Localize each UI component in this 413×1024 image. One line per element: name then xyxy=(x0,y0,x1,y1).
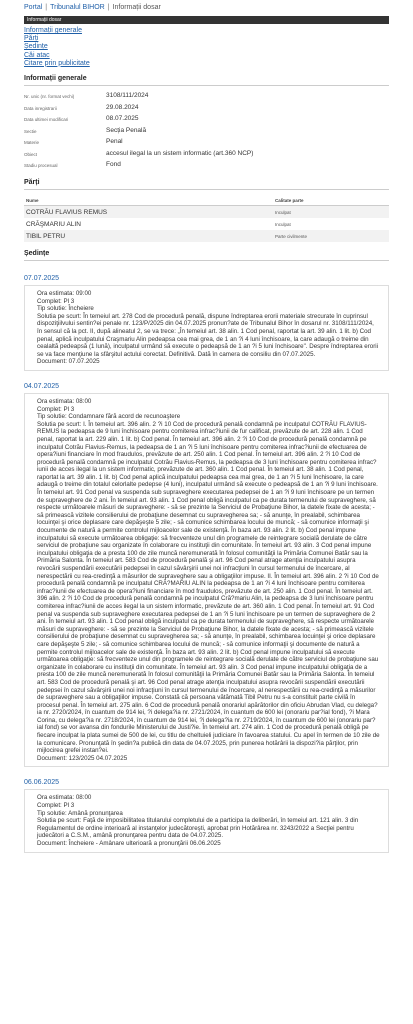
party-name: COTRĂU FLAVIUS REMUS xyxy=(24,206,273,219)
sedinta-body xyxy=(24,393,389,768)
table-row xyxy=(24,218,389,230)
section-banner: Informații dosar xyxy=(24,16,389,24)
nav-informatii-generale[interactable]: Informații generale xyxy=(24,27,82,34)
sedinta-body xyxy=(24,789,389,852)
sedinta-ora: Ora estimata: 08:00 xyxy=(37,794,92,802)
column-header-calitate: Calitate parte xyxy=(273,196,389,206)
nav-parti[interactable]: Părți xyxy=(24,35,39,43)
party-quality: Inculpat xyxy=(273,206,389,219)
sedinta-complet: Complet: Pl 3 xyxy=(37,405,75,413)
sedinta-tip-solutie: Tip solutie: Condamnare fără acord de recunoaştere xyxy=(37,413,181,421)
column-header-nume: Nume xyxy=(24,196,273,206)
row-data-inregistrarii xyxy=(24,104,389,112)
table-row xyxy=(24,206,389,219)
sedinta-ora: Ora estimata: 09:00 xyxy=(37,290,92,298)
sedinta-document: Document: Încheiere - Amânare ulterioară a pronunţării 06.06.2025 xyxy=(37,840,221,848)
sedinta-tip-solutie: Tip solutie: Amână pronunţarea xyxy=(37,809,123,817)
sedinta-tip-solutie: Tip solutie: Încheiere xyxy=(37,305,94,313)
sedinta-date: 07.07.2025 xyxy=(24,275,60,283)
row-sectie xyxy=(24,127,389,135)
sedinta-item xyxy=(24,779,389,852)
general-heading: Informații generale xyxy=(24,75,389,86)
general-info xyxy=(24,92,389,169)
field-label: Obiect xyxy=(24,151,38,157)
field-label: Data ultimei modificari xyxy=(24,117,69,123)
breadcrumb xyxy=(24,0,389,16)
sedinta-date: 04.07.2025 xyxy=(24,382,60,390)
field-label: Materie xyxy=(24,140,40,146)
breadcrumb-current: Informații dosar xyxy=(112,4,161,11)
row-materie xyxy=(24,138,389,146)
sedinta-complet: Complet: Pl 3 xyxy=(37,802,75,810)
row-data-ultimei-modificari xyxy=(24,115,389,123)
field-value: accesul ilegal la un sistem informatic (art.360 NCP) xyxy=(106,149,254,157)
row-stadiu xyxy=(24,161,389,169)
nav-citare-publicitate[interactable]: Citare prin publicitate xyxy=(24,59,90,67)
nav-sedinte[interactable]: Ședințe xyxy=(24,43,48,51)
sedinta-ora: Ora estimata: 08:00 xyxy=(37,397,92,405)
field-value: Secția Penală xyxy=(106,126,147,134)
page-nav xyxy=(24,27,389,68)
field-label: Data inregistrarii xyxy=(24,105,57,111)
field-value: Fond xyxy=(106,161,121,169)
parti-table xyxy=(24,196,389,242)
field-value: Penal xyxy=(106,138,123,146)
sedinta-document: Document: 07.07.2025 xyxy=(37,358,100,366)
breadcrumb-portal[interactable]: Portal xyxy=(24,4,43,11)
field-value: 3108/111/2024 xyxy=(106,92,149,100)
field-label: Stadiu procesual xyxy=(24,163,58,169)
nav-cai-atac[interactable]: Căi atac xyxy=(24,51,50,59)
sedinta-solutie: Solutia pe scurt: Faţă de imposibilitatea titularului completului de a participa la deliberări, în temeiul art. 121 alin. 3 din Regulamentul de ordine interioară al instanţelor judecătoreşti, aprobat prin Hotărârea nr. 3243/2022 a Secţiei pentru judecători a C.S.M., amână pronunţarea pentru data de 04.07.2025. xyxy=(37,817,359,840)
parti-heading: Părți xyxy=(24,179,389,190)
table-row xyxy=(24,230,389,242)
field-value: 29.08.2024 xyxy=(106,103,139,111)
row-obiect xyxy=(24,150,389,158)
sedinta-document: Document: 123/2025 04.07.2025 xyxy=(37,754,128,762)
sedinte-heading: Ședințe xyxy=(24,250,389,261)
sedinta-date: 06.06.2025 xyxy=(24,779,60,787)
sedinta-solutie: Solutia pe scurt: În temeiul art. 278 Cod de procedură penală, dispune îndreptarea erorii materiale strecurate în cuprinsul dispoziţiilvului sentin?ei penale nr. 123/P/2025 din 04.07.2025 pronun?ate de Tribunalul Bihor în dosarul nr. 3108/111/2024, în sensul că la pct. II, după alineatul 2, se va trece: „În temeiul art. 38 alin. 1 Cod penal, raportat la art. 39 alin. 1 lit. b) Cod penal, aplică inculpatului Craşmariu Alin pedeapsa cea mai grea, de 1 an ?i 4 luni închisoare, la care adaugă o treime din cealaltă pedeapsă (1 lună), inculpatul urmând să execute o pedeapsă de 1 an ?i 5 luni închisoare". Despre îndreptarea erorii se va face menţiune la sfârşitul actului corectat. Definitivă. Dată în camera de consiliu din 07.07.2025. xyxy=(37,312,379,358)
party-name: CRĂŞMARIU ALIN xyxy=(26,220,81,228)
party-name: TIBIL PETRU xyxy=(24,230,273,242)
party-quality: Parte civilmente xyxy=(273,230,389,242)
sedinta-complet: Complet: Pl 3 xyxy=(37,297,75,305)
breadcrumb-separator: | xyxy=(45,4,48,11)
field-value: 08.07.2025 xyxy=(106,115,139,123)
sedinta-body xyxy=(24,285,389,371)
field-label: Sectie xyxy=(24,128,37,134)
sedinta-solutie: Solutia pe scurt: I. În temeiul art. 396 alin. 2 ?i 10 Cod de procedură penală condamnă pe inculpatul COTRĂU FLAVIUS-REMUS la pedeapsa de 9 luni închisoare pentru comiterea infrac?iunii de fur calificat, prevăzute de art. 228 alin. 1 Cod penal, raportat la art. 229 alin. 1 lit. b) Cod penal. În temeiul art. 396 alin. 2 ?i 10 Cod de procedură penală condamnă pe inculpatul Cotrău Flavius-Remus, la pedeapsa de 1 an ?i 5 luni închisoare pentru comiterea infrac?iunii de efectuarea de opera?iuni financiare în mod fraudulos, prevăzute de art. 250 alin. 1 Cod penal. În temeiul art. 396 alin. 2 ?i 10 Cod de procedură penală condamnă pe inculpatul Cotrău Flavius-Remus, la pedeapsa de 3 luni închisoare pentru comiterea infrac?iunii de acces ilegal la un sistem informatic, prevăzute de art. 360 alin. 1 Cod penal. În temeiul art. 38 alin. 1 Cod penal, raportat la art. 39 alin. 1 lit. b) Cod penal aplică inculpatului pedeapsa cea mai grea, de 1 an ?i 5 luni închisoare, la care adaugă o treime din totalul celorlalte pedepse (4 luni), inculpatul urmând să execute o pedeapsă de 1 an ?i 9 luni închisoare. În temeiul art. 91 Cod penal va suspenda sub supraveghere executarea pedepsei de 1 an ?i 9 luni închisoare pe un termen de supraveghere de 2 ani. În temeiul art. 93 alin. 1 Cod penal obligă inculpatul ca pe durata termenului de supraveghere, să respecte următoarele măsuri de supraveghere: - să se prezinte la Serviciul de Probaţiune Bihor, la datele fixate de acesta; - să primească vizitele consilierului de probaţiune desemnat cu supravegherea sa; - să anunţe, în prealabil, schimbarea locuinţei şi orice deplasare care depăşeşte 5 zile; - să comunice schimbarea locului de muncă; - să comunice informaţii şi documente de natură a permite controlul mijloacelor sale de existenţă. În baza art. 93 alin. 2 lit. b) Cod penal impune inculpatului să execute următoarea obligaţie: să frecventeze unul din programele de reintegrare socială derulate de către serviciul de probaţiune sau organizate în colaborare cu instituţii din comunitate. În temeiul art. 93 alin. 3 Cod penal impune inculpatului obligaţia de a presta 100 de zile muncă neremunerată în folosul comunităţii la Primăria Comunei Batăr sau la Primăria Salonta. În temeiul art. 583 Cod de procedură penală şi art. 96 Cod penal atrage atenţia inculpatului asupra revocării suspendării executării pedepsei în cazul săvârşirii unei noi infracţiuni în cursul termenului de încercare, al nerespectării cu rea-credinţă a măsurilor de supraveghere sau a obligaţiilor impuse. II. În temeiul art. 396 alin. 2 ?i 10 Cod de procedură penală condamnă pe inculpatul CRĂ?MARIU ALIN la pedeapsa de 1 an ?i 4 luni închisoare pentru comiterea infrac?iunii de efectuarea de opera?iuni financiare în mod fraudulos, prevăzute de art. 250 alin. 1 Cod penal. În temeiul art. 396 alin. 2 ?i 10 Cod de procedură penală condamnă pe inculpatul Cră?mariu Alin, la pedeapsa de 3 luni închisoare pentru comiterea infrac?iunii de acces ilegal la un sistem informatic, prevăzute de art. 360 alin. 1 Cod penal. În temeiul art. 91 Cod penal va suspenda sub supraveghere executarea pedepsei de 1 an ?i 5 luni închisoare pe un termen de supraveghere de 2 ani. În temeiul art. 93 alin. 1 Cod penal obligă inculpatul ca pe durata termenului de supraveghere, să respecte următoarele măsuri de supraveghere: - să se prezinte la Serviciul de Probaţiune Bihor, la datele fixate de acesta; - să primească vizitele consilierului de probaţiune desemnat cu supravegherea sa; - să anunţe, în prealabil, schimbarea locuinţei şi orice deplasare care depăşeşte 5 zile; - să comunice schimbarea locului de muncă; - să comunice informaţii şi documente de natură a permite controlul mijloacelor sale de existenţă. În baza art. 93 alin. 2 lit. b) Cod penal impune inculpatului să execute următoarea obligaţie: să frecventeze unul din programele de reintegrare socială derulate de către serviciul de probaţiune sau organizate în colaborare cu instituţii din comunitate. În temeiul art. 93 alin. 3 Cod penal impune inculpatului obligaţia de a presta 100 de zile muncă neremunerată în folosul comunităţii la Primăria Comunei Batăr sau la Primăria Salonta. În temeiul art. 583 Cod de procedură penală şi art. 96 Cod penal atrage atenţia inculpatului asupra revocării suspendării executării pedepsei în cazul săvârşirii unei noi infracţiuni în cursul termenului de încercare, al nerespectării cu rea-credinţă a măsurilor de supraveghere sau a obligaţiilor impuse. Constată că persoana vătămată Tibil Petru nu s-a constituit parte civilă în procesul penal. În temeiul art. 275 alin. 6 Cod de procedură penală onorariul apărătorilor din oficiu Abrudan Vlad, cu delega?ia nr. 2720/2024, în cuantum de 914 lei, ?i delega?ia nr. 2721/2024, în cuantum de 600 lei (onorariu par?ial fond), ?i Mara Corina, cu delega?ia nr. 2718/2024, în cuantum de 914 lei, ?i delega?ia nr. 2719/2024, în cuantum de 600 lei (onorariu par?ial fond) se vor avansa din fondurile Ministerului de Justi?ie. În temeiul art. 274 alin. 1 Cod de procedură penală obligă pe fiecare inculpat la plata sumei de 500 de lei, cu titlu de cheltuieli judiciare în favoarea statului. Cu apel în termen de 10 zile de la comunicare. Pronunţată în şedin?a publică din data de 04.07.2025, prin punerea hotărârii la dispozi?ia părţilor, prin mijlocirea grefei instan?ei. xyxy=(37,420,380,755)
breadcrumb-separator: | xyxy=(107,4,110,11)
sedinta-item xyxy=(24,275,389,371)
party-quality: Inculpat xyxy=(275,221,291,227)
sedinta-item xyxy=(24,383,389,768)
field-label: Nr. unic (nr. format vechi) xyxy=(24,94,75,100)
breadcrumb-tribunal[interactable]: Tribunalul BIHOR xyxy=(50,4,105,11)
row-nr-unic xyxy=(24,92,389,100)
